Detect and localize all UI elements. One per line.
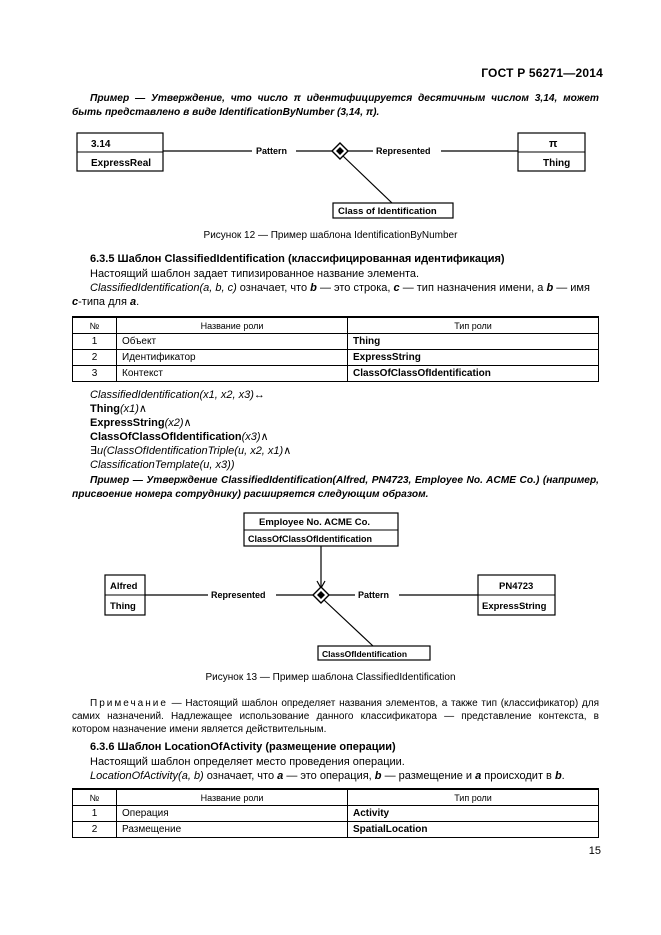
page-number: 15 — [588, 845, 601, 857]
cell-number: 2 — [73, 350, 117, 366]
cell-number: 1 — [73, 806, 117, 822]
col-role-name: Название роли — [117, 317, 348, 334]
formula-line-4 — [90, 430, 291, 444]
s6-t3: — размещение и — [381, 770, 476, 782]
cell-number: 2 — [73, 822, 117, 838]
note-block — [72, 697, 599, 736]
p3-t2: . — [136, 296, 140, 308]
cell-role: Объект — [117, 334, 348, 350]
note-text: — Настоящий шаблон определяет названия элементов, а также тип (классификатор) для самих назначений. Надлежащее использование данного классификатора — представление контекста, в котором назначение имени является действительным. — [72, 698, 599, 735]
s6-t1: означает, что — [203, 770, 278, 782]
note-label: Примечание — [90, 698, 168, 709]
fig13-right-bottom: ExpressString — [482, 601, 547, 612]
table-header-row — [73, 789, 599, 806]
p2-args: (a, b, c) — [199, 282, 237, 294]
p3-var-c: c — [72, 296, 79, 308]
fig13-link-right: Pattern — [358, 590, 390, 600]
fig13-left-top: Alfred — [110, 581, 138, 592]
fig12-link-left: Pattern — [256, 146, 288, 156]
f2-name: Thing — [90, 403, 120, 415]
p2-t3: — тип назначения имени, а — [399, 282, 547, 294]
fig13-relation-diamond — [313, 587, 329, 603]
cell-number: 3 — [73, 366, 117, 382]
fig13-right-top: PN4723 — [499, 581, 534, 592]
example-1-text: Пример — Утверждение, что число π идентифицируется десятичным числом 3,14, может быть представлено в виде IdentificationByNumber (3,14, π). — [72, 93, 599, 118]
f1-args: (x1, x2, x3)↔ — [199, 389, 265, 401]
formula-block — [90, 388, 291, 472]
fig12-right-top: π — [549, 138, 558, 150]
s6-var-a: a — [277, 770, 284, 782]
fig12-right-bottom: Thing — [543, 158, 571, 169]
formula-line-5: ∃u(ClassOfIdentificationTriple(u, x2, x1)∧ — [90, 445, 292, 457]
standard-header: ГОСТ Р 56271—2014 — [481, 66, 603, 80]
fig13-link-left: Represented — [211, 590, 266, 600]
f4-args: (x3)∧ — [241, 431, 269, 443]
section-6-3-6-p1: Настоящий шаблон определяет место проведения операции. — [90, 756, 405, 768]
p2-t1: означает, что — [236, 282, 311, 294]
figure-13-diagram — [0, 508, 661, 663]
figure-12-diagram — [0, 125, 661, 225]
cell-role: Идентификатор — [117, 350, 348, 366]
fig12-right-box — [518, 133, 585, 171]
fig12-left-top: 3.14 — [91, 139, 111, 150]
fig13-top-bottom: ClassOfClassOfIdentification — [248, 534, 373, 544]
col-number: № — [73, 317, 117, 334]
section-6-3-6-p2 — [90, 769, 565, 783]
example-2 — [72, 474, 599, 502]
s6-func: LocationOfActivity — [90, 770, 179, 782]
section-6-3-5-p2 — [72, 281, 599, 309]
p2-var-b: b — [310, 282, 317, 294]
p3-var-a: a — [129, 296, 137, 308]
fig12-link-right: Represented — [376, 146, 431, 156]
formula-line-2 — [90, 402, 291, 416]
table-header-row — [73, 317, 599, 334]
figure-12-caption: Рисунок 12 — Пример шаблона IdentificationByNumber — [203, 230, 458, 241]
s6-args: (a, b) — [178, 770, 204, 782]
f2-args: (x1)∧ — [119, 403, 147, 415]
p2-var-c: c — [393, 282, 400, 294]
table-row — [73, 806, 599, 822]
fig13-class-box — [318, 646, 430, 660]
formula-line-6: ClassificationTemplate(u, x3)) — [90, 459, 235, 471]
example-1 — [72, 92, 599, 120]
p2-t4: — имя — [553, 282, 590, 294]
f3-args: (x2)∧ — [164, 417, 192, 429]
f1-name: ClassifiedIdentification — [90, 389, 200, 401]
cell-type: Activity — [348, 806, 599, 822]
fig13-top-top: Employee No. ACME Co. — [259, 517, 371, 528]
section-6-3-6-heading: 6.3.6 Шаблон LocationOfActivity (размещение операции) — [90, 741, 396, 753]
p2-var-b2: b — [546, 282, 554, 294]
s6-var-b2: b — [554, 770, 562, 782]
cell-type: SpatialLocation — [348, 822, 599, 838]
table-row — [73, 334, 599, 350]
section-6-3-5-heading: 6.3.5 Шаблон ClassifiedIdentification (классифицированная идентификация) — [90, 253, 505, 265]
table-row — [73, 350, 599, 366]
f3-name: ExpressString — [90, 417, 165, 429]
s6-var-a2: a — [475, 770, 482, 782]
table-row — [73, 366, 599, 382]
cell-role: Контекст — [117, 366, 348, 382]
s6-t2: — это операция, — [283, 770, 375, 782]
fig12-left-box — [77, 133, 163, 171]
fig12-left-bottom: ExpressReal — [91, 158, 152, 169]
fig12-class-box — [333, 203, 453, 218]
fig13-right-box — [478, 575, 555, 615]
cell-type: ExpressString — [348, 350, 599, 366]
fig13-left-box — [105, 575, 145, 615]
col-number: № — [73, 789, 117, 806]
cell-type: Thing — [348, 334, 599, 350]
p2-t2: — это строка, — [316, 282, 394, 294]
fig12-relation-diamond — [332, 143, 348, 159]
col-role-type: Тип роли — [348, 317, 599, 334]
p3-t1: -типа для — [78, 296, 130, 308]
p2-func: ClassifiedIdentification — [90, 282, 200, 294]
fig12-class-box-label: Class of Identification — [338, 206, 437, 217]
roles-table-1 — [72, 316, 599, 382]
col-role-type: Тип роли — [348, 789, 599, 806]
formula-line-3 — [90, 416, 291, 430]
example-2-text: Пример — Утверждение ClassifiedIdentification(Alfred, PN4723, Employee No. ACME Co.) (например, присвоение номера сотруднику) расширяется следующим образом. — [72, 475, 599, 500]
figure-13-caption: Рисунок 13 — Пример шаблона ClassifiedIdentification — [205, 672, 456, 683]
cell-number: 1 — [73, 334, 117, 350]
table-row — [73, 822, 599, 838]
s6-t4: происходит в — [481, 770, 555, 782]
roles-table-2 — [72, 788, 599, 838]
s6-t5: . — [561, 770, 565, 782]
f4-name: ClassOfClassOfIdentification — [90, 431, 242, 443]
cell-role: Размещение — [117, 822, 348, 838]
fig13-class-box-label: ClassOfIdentification — [322, 649, 408, 659]
cell-type: ClassOfClassOfIdentification — [348, 366, 599, 382]
col-role-name: Название роли — [117, 789, 348, 806]
fig13-left-bottom: Thing — [110, 601, 136, 612]
cell-role: Операция — [117, 806, 348, 822]
s6-var-b: b — [374, 770, 382, 782]
section-6-3-5-p1: Настоящий шаблон задает типизированное название элемента. — [90, 268, 420, 280]
formula-line-1 — [90, 388, 291, 402]
fig13-top-box — [244, 513, 398, 546]
